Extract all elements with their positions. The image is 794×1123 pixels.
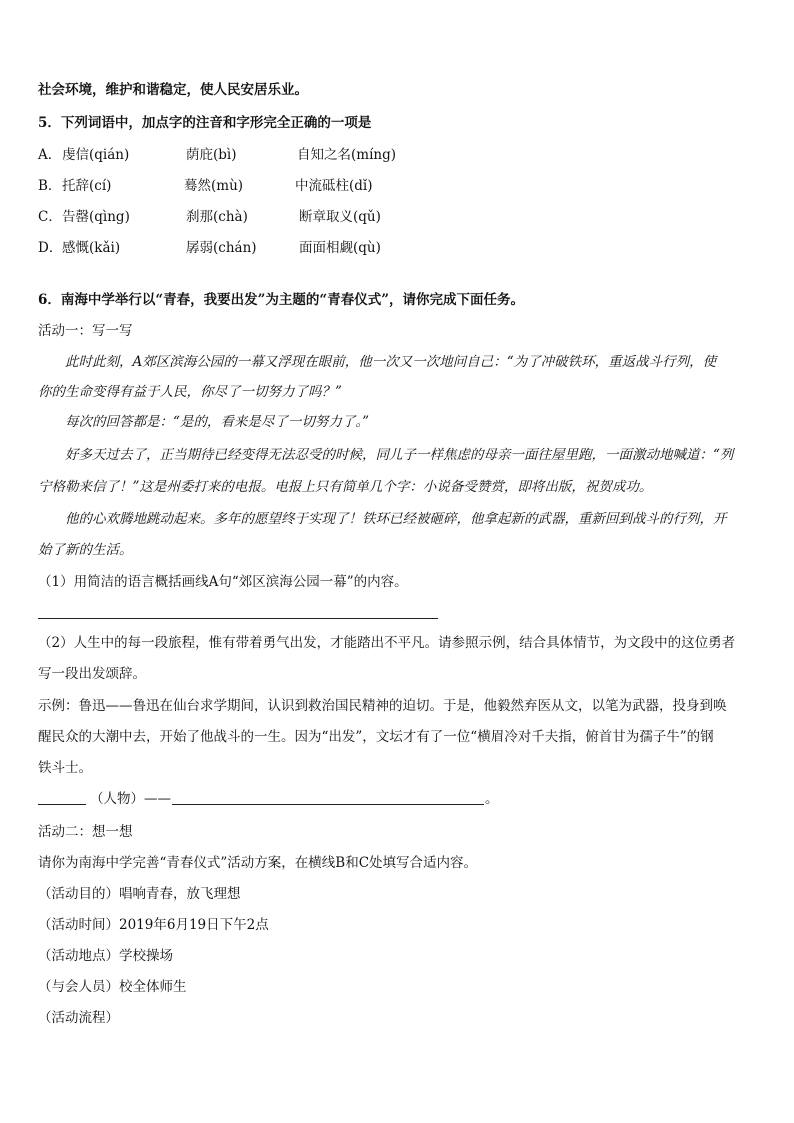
option-letter: D． <box>38 240 63 256</box>
intro-tail: 社会环境，维护和谐稳定，使人民安居乐业。 <box>38 82 308 98</box>
activity1-heading: 活动一：写一写 <box>38 323 133 339</box>
person-label: （人物）—— <box>90 791 171 807</box>
option-word-1: 告罄(qìng) <box>62 209 130 225</box>
passage-line: 始了新的生活。 <box>38 542 133 558</box>
option-word-3: 面面相觑(qù) <box>299 240 381 256</box>
plan-purpose: （活动目的）唱响青春，放飞理想 <box>38 886 241 902</box>
option-word-1: 虔信(qián) <box>62 147 130 163</box>
person-name-blank[interactable] <box>38 804 86 805</box>
sub-question-2-cont: 写一段出发颂辞。 <box>38 666 146 682</box>
option-word-2: 孱弱(chán) <box>186 240 257 256</box>
option-word-1: 感慨(kǎi) <box>62 240 121 256</box>
option-word-3: 中流砥柱(dǐ) <box>295 178 373 194</box>
passage-line: 好多天过去了，正当期待已经变得无法忍受的时候，同儿子一样焦虑的母亲一面往屋里跑，一面激动地喊道：“列 <box>65 447 734 463</box>
passage-line: 此时此刻，A郊区滨海公园的一幕又浮现在眼前，他一次又一次地问自己：“为了冲破铁环，重返战斗行列，使 <box>65 354 717 370</box>
passage-line: 宁格勒来信了！”这是州委打来的电报。电报上只有简单几个字：小说备受赞赏，即将出版，祝贺成功。 <box>38 479 653 495</box>
activity2-description: 请你为南海中学完善“青春仪式”活动方案，在横线B和C处填写合适内容。 <box>38 855 478 871</box>
option-word-1: 托辞(cí) <box>62 178 112 194</box>
plan-location: （活动地点）学校操场 <box>38 948 173 964</box>
option-word-3: 自知之名(míng) <box>297 147 396 163</box>
example-line: 醒民众的大潮中去，开始了他战斗的一生。因为“出发”，文坛才有了一位“横眉冷对千夫指，俯首甘为孺子牛”的钢 <box>38 729 714 745</box>
activity2-heading: 活动二：想一想 <box>38 824 133 840</box>
plan-process: （活动流程） <box>38 1010 119 1026</box>
option-word-2: 刹那(chà) <box>186 209 248 225</box>
passage-line: 每次的回答都是：“是的，看来是尽了一切努力了。” <box>65 414 370 430</box>
answer-blank-1[interactable] <box>38 618 438 619</box>
person-end-mark: 。 <box>485 791 499 807</box>
plan-time: （活动时间）2019年6月19日下午2点 <box>38 917 269 933</box>
option-letter: C． <box>38 209 62 225</box>
option-word-2: 蓦然(mù) <box>184 178 244 194</box>
example-line: 铁斗士。 <box>38 760 92 776</box>
sub-question-2: （2）人生中的每一段旅程，惟有带着勇气出发，才能踏出不平凡。请参照示例，结合具体情节，为文段中的这位勇者 <box>38 635 736 651</box>
q5-title: 5．下列词语中，加点字的注音和字形完全正确的一项是 <box>38 115 372 131</box>
option-word-2: 荫庇(bì) <box>186 147 237 163</box>
plan-attendees: （与会人员）校全体师生 <box>38 979 187 995</box>
q6-title: 6．南海中学举行以“青春，我要出发”为主题的“青春仪式”，请你完成下面任务。 <box>38 292 524 308</box>
option-letter: A． <box>38 147 62 163</box>
sub-question-1: （1）用简洁的语言概括画线A句“郊区滨海公园一幕”的内容。 <box>38 574 408 590</box>
example-line: 示例：鲁迅——鲁迅在仙台求学期间，认识到救治国民精神的迫切。于是，他毅然弃医从文，以笔为武器，投身到唤 <box>38 698 727 714</box>
person-praise-blank[interactable] <box>172 804 484 805</box>
option-word-3: 断章取义(qǔ) <box>299 209 381 225</box>
option-letter: B． <box>38 178 62 194</box>
passage-line: 他的心欢腾地跳动起来。多年的愿望终于实现了！铁环已经被砸碎，他拿起新的武器，重新回到战斗的行列，开 <box>65 511 727 527</box>
passage-line: 你的生命变得有益于人民，你尽了一切努力了吗？” <box>38 384 342 400</box>
